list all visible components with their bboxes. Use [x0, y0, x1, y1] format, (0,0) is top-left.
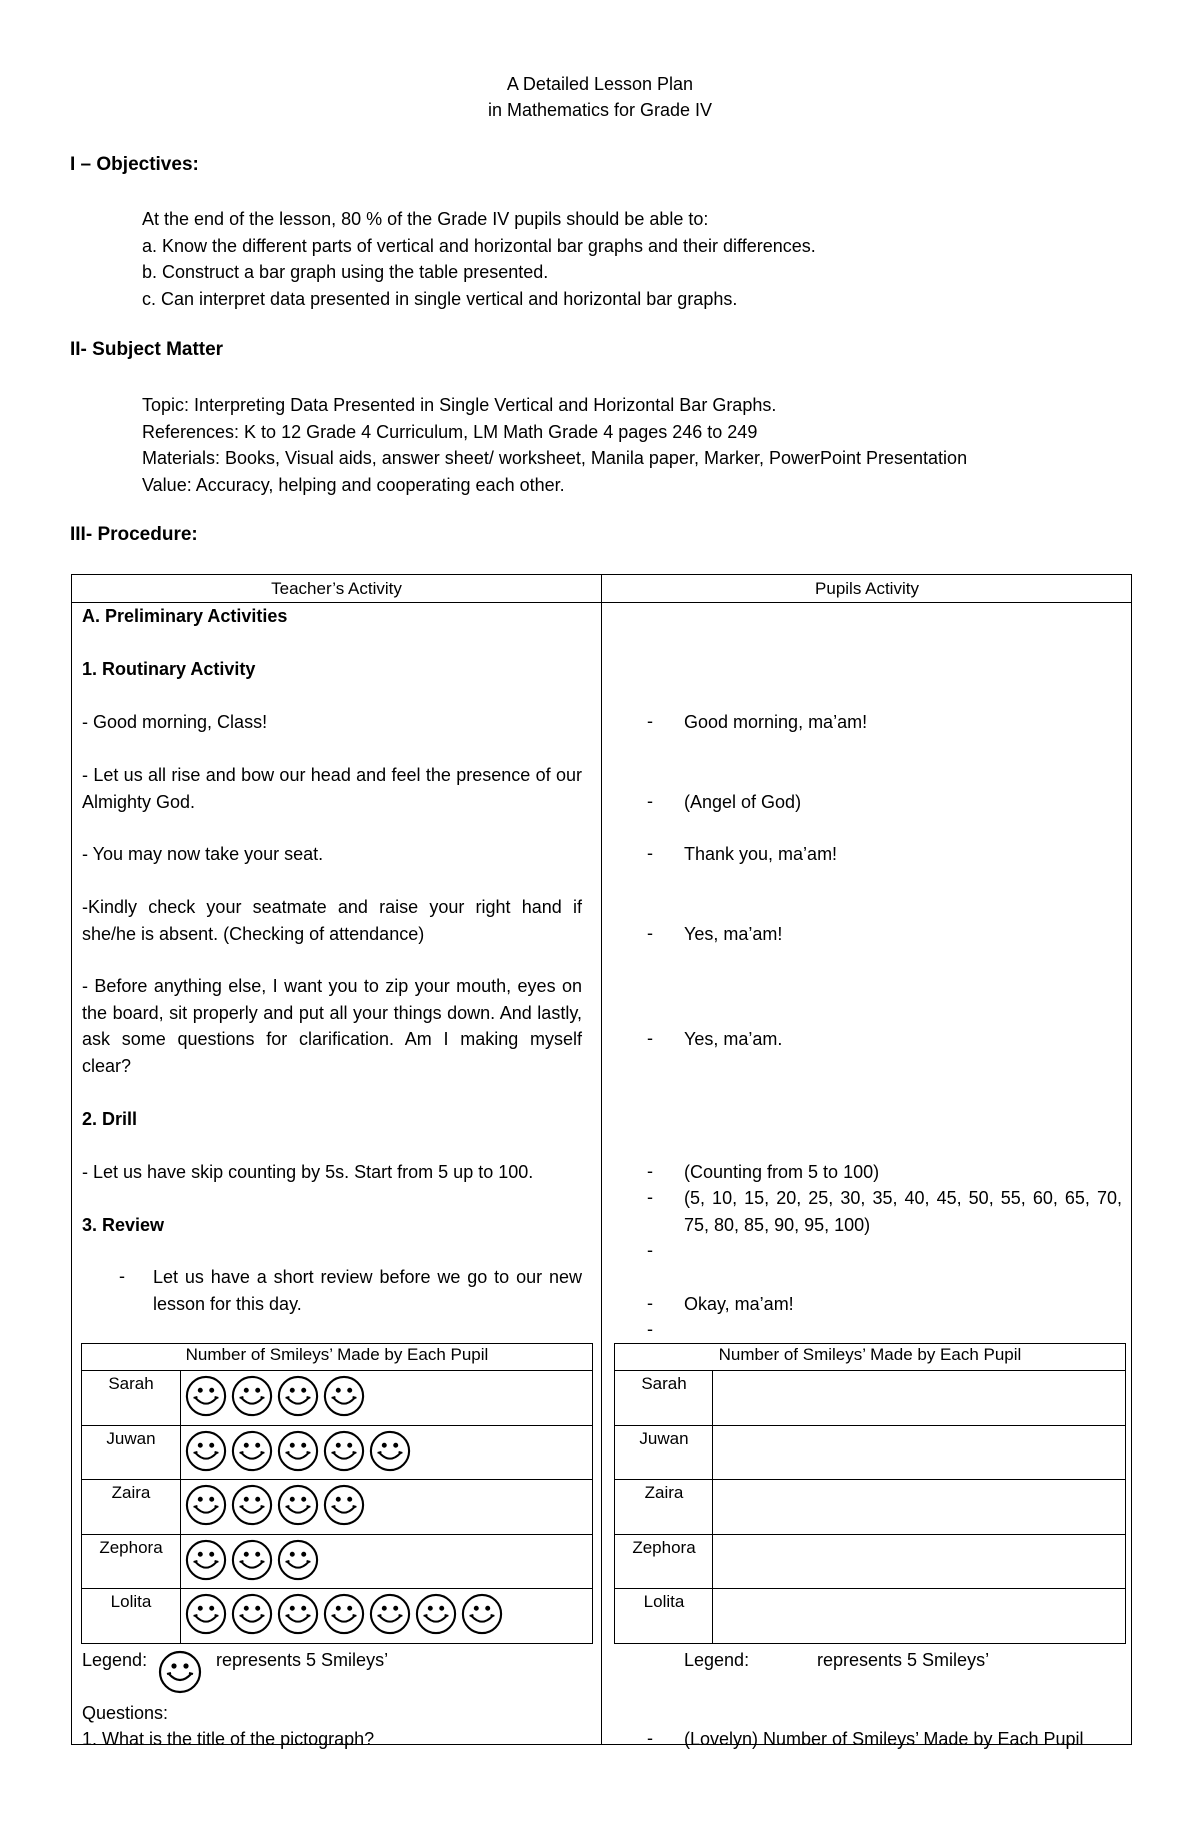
pupils-answer-1: (Lovelyn) Number of Smileys’ Made by Each Pupil: [684, 1729, 1084, 1749]
objectives-heading: I – Objectives:: [70, 154, 199, 175]
objectives-list: [142, 206, 816, 312]
smiley-face-icon: [369, 1593, 411, 1635]
pictograph-row-divider: [615, 1588, 1125, 1589]
smiley-face-icon: [277, 1375, 319, 1417]
pictograph-table-pupils: [614, 1343, 1126, 1644]
smiley-face-icon: [277, 1484, 319, 1526]
teacher-seat: - You may now take your seat.: [82, 844, 324, 864]
preliminary-activities-heading: A. Preliminary Activities: [82, 606, 288, 626]
smiley-count-juwan: [185, 1430, 415, 1472]
smiley-face-icon: [323, 1484, 365, 1526]
objectives-intro: At the end of the lesson, 80 % of the Grade IV pupils should be able to:: [142, 209, 709, 229]
pupils-column-header: Pupils Activity: [815, 579, 919, 598]
pictograph-title: Number of Smileys’ Made by Each Pupil: [718, 1345, 1022, 1364]
smiley-face-icon: [277, 1430, 319, 1472]
document-subtitle: in Mathematics for Grade IV: [487, 100, 713, 120]
pictograph-row-divider: [615, 1370, 1125, 1371]
legend-text: represents 5 Smileys’: [817, 1650, 990, 1670]
bullet-dash: -: [647, 791, 653, 811]
pictograph-row-divider: [615, 1479, 1125, 1480]
pupil-name: Lolita: [643, 1592, 685, 1611]
bullet-dash: -: [647, 1293, 653, 1313]
smiley-face-icon: [231, 1593, 273, 1635]
pupil-name: Juwan: [106, 1428, 156, 1448]
smiley-face-icon: [231, 1539, 273, 1581]
teacher-column-header: Teacher’s Activity: [271, 579, 402, 598]
pictograph-title: Number of Smileys’ Made by Each Pupil: [185, 1345, 489, 1364]
procedure-heading: III- Procedure:: [70, 524, 198, 545]
pictograph-row-divider: [82, 1588, 592, 1589]
smiley-count-lolita: [185, 1593, 507, 1635]
pictograph-row-divider: [82, 1370, 592, 1371]
question-1: 1. What is the title of the pictograph?: [82, 1729, 375, 1749]
teacher-prayer: - Let us all rise and bow our head and feel the presence of our Almighty God.: [82, 765, 582, 812]
pupils-thanks: Thank you, ma’am!: [684, 844, 838, 864]
pupils-counting: (Counting from 5 to 100): [684, 1162, 880, 1182]
legend-label: Legend:: [684, 1650, 750, 1670]
smiley-count-sarah: [185, 1375, 369, 1417]
smiley-face-icon: [415, 1593, 457, 1635]
pupil-name: Zephora: [99, 1537, 163, 1557]
subject-line: Value: Accuracy, helping and cooperating each other.: [142, 474, 565, 495]
routinary-activity-heading: 1. Routinary Activity: [82, 659, 256, 679]
legend-text: represents 5 Smileys’: [216, 1650, 389, 1670]
smiley-face-icon: [231, 1375, 273, 1417]
smiley-face-icon: [323, 1375, 365, 1417]
bullet-dash: -: [647, 843, 653, 863]
drill-heading: 2. Drill: [82, 1109, 138, 1129]
procedure-table: [71, 574, 1132, 1749]
pupil-name: Zephora: [632, 1537, 696, 1557]
smiley-face-icon: [369, 1430, 411, 1472]
pictograph-table-teacher: [81, 1343, 593, 1644]
pictograph-row-divider: [82, 1425, 592, 1426]
bullet-dash: -: [647, 1161, 653, 1181]
teacher-skip-counting: - Let us have skip counting by 5s. Start from 5 up to 100.: [82, 1162, 534, 1182]
objective-item: b. Construct a bar graph using the table presented.: [142, 262, 549, 282]
pupil-name: Sarah: [108, 1374, 154, 1393]
document-title: A Detailed Lesson Plan: [506, 74, 694, 94]
bullet-dash: -: [647, 1187, 653, 1207]
pictograph-row-divider: [615, 1425, 1125, 1426]
subject-line: References: K to 12 Grade 4 Curriculum, LM Math Grade 4 pages 246 to 249: [142, 421, 758, 442]
smiley-count-zephora: [185, 1539, 323, 1581]
bullet-dash: -: [647, 1728, 653, 1748]
smiley-face-icon: [185, 1430, 227, 1472]
smiley-face-icon: [461, 1593, 503, 1635]
legend-label: Legend:: [82, 1650, 148, 1670]
objective-item: c. Can interpret data presented in single vertical and horizontal bar graphs.: [142, 288, 738, 309]
smiley-face-icon: [231, 1430, 273, 1472]
pupil-name: Lolita: [110, 1592, 152, 1611]
pupils-number-list: (5, 10, 15, 20, 25, 30, 35, 40, 45, 50, 55, 60, 65, 70, 75, 80, 85, 90, 95, 100): [684, 1188, 1122, 1235]
smiley-face-icon: [323, 1593, 365, 1635]
pupils-prayer: (Angel of God): [684, 792, 802, 812]
pupil-name: Zaira: [111, 1483, 151, 1502]
bullet-dash: -: [647, 711, 653, 731]
bullet-dash: -: [119, 1266, 125, 1286]
teacher-review: Let us have a short review before we go to our new lesson for this day.: [153, 1267, 582, 1314]
teacher-attendance: -Kindly check your seatmate and raise your right hand if she/he is absent. (Checking of attendance): [82, 897, 582, 944]
bullet-dash: -: [647, 923, 653, 943]
pictograph-row-divider: [82, 1479, 592, 1480]
bullet-dash: -: [647, 1240, 653, 1260]
smiley-count-zaira: [185, 1484, 369, 1526]
subject-matter-list: [142, 392, 967, 498]
objective-item: a. Know the different parts of vertical and horizontal bar graphs and their differences.: [142, 235, 816, 256]
bullet-dash: -: [647, 1028, 653, 1048]
bullet-dash: -: [647, 1319, 653, 1339]
smiley-face-icon: [231, 1484, 273, 1526]
pupils-greeting: Good morning, ma’am!: [684, 712, 868, 732]
name-column-divider: [180, 1370, 181, 1643]
teacher-rules: - Before anything else, I want you to zip your mouth, eyes on the board, sit properly and put all your things down. And lastly, ask some questions for clarification. Am I making myself clear?: [82, 976, 582, 1076]
smiley-face-icon: [185, 1539, 227, 1581]
pictograph-row-divider: [82, 1534, 592, 1535]
teacher-greeting: - Good morning, Class!: [82, 712, 268, 732]
pupils-rules-reply: Yes, ma’am.: [684, 1029, 783, 1049]
column-divider: [601, 575, 602, 1744]
pupils-attendance-reply: Yes, ma’am!: [684, 924, 783, 944]
smiley-face-icon: [158, 1650, 202, 1699]
smiley-face-icon: [185, 1375, 227, 1417]
smiley-face-icon: [323, 1430, 365, 1472]
smiley-face-icon: [277, 1539, 319, 1581]
pupil-name: Zaira: [644, 1483, 684, 1502]
smiley-face-icon: [185, 1484, 227, 1526]
subject-matter-heading: II- Subject Matter: [70, 339, 224, 360]
smiley-face-icon: [185, 1593, 227, 1635]
questions-label: Questions:: [82, 1703, 169, 1723]
pupils-okay: Okay, ma’am!: [684, 1294, 794, 1314]
pictograph-row-divider: [615, 1534, 1125, 1535]
subject-line: Materials: Books, Visual aids, answer sheet/ worksheet, Manila paper, Marker, PowerPoint Presentation: [142, 448, 968, 468]
review-heading: 3. Review: [82, 1215, 165, 1235]
pupil-name: Juwan: [639, 1428, 689, 1448]
pupil-name: Sarah: [641, 1374, 687, 1393]
smiley-face-icon: [277, 1593, 319, 1635]
subject-line: Topic: Interpreting Data Presented in Single Vertical and Horizontal Bar Graphs.: [142, 395, 777, 415]
